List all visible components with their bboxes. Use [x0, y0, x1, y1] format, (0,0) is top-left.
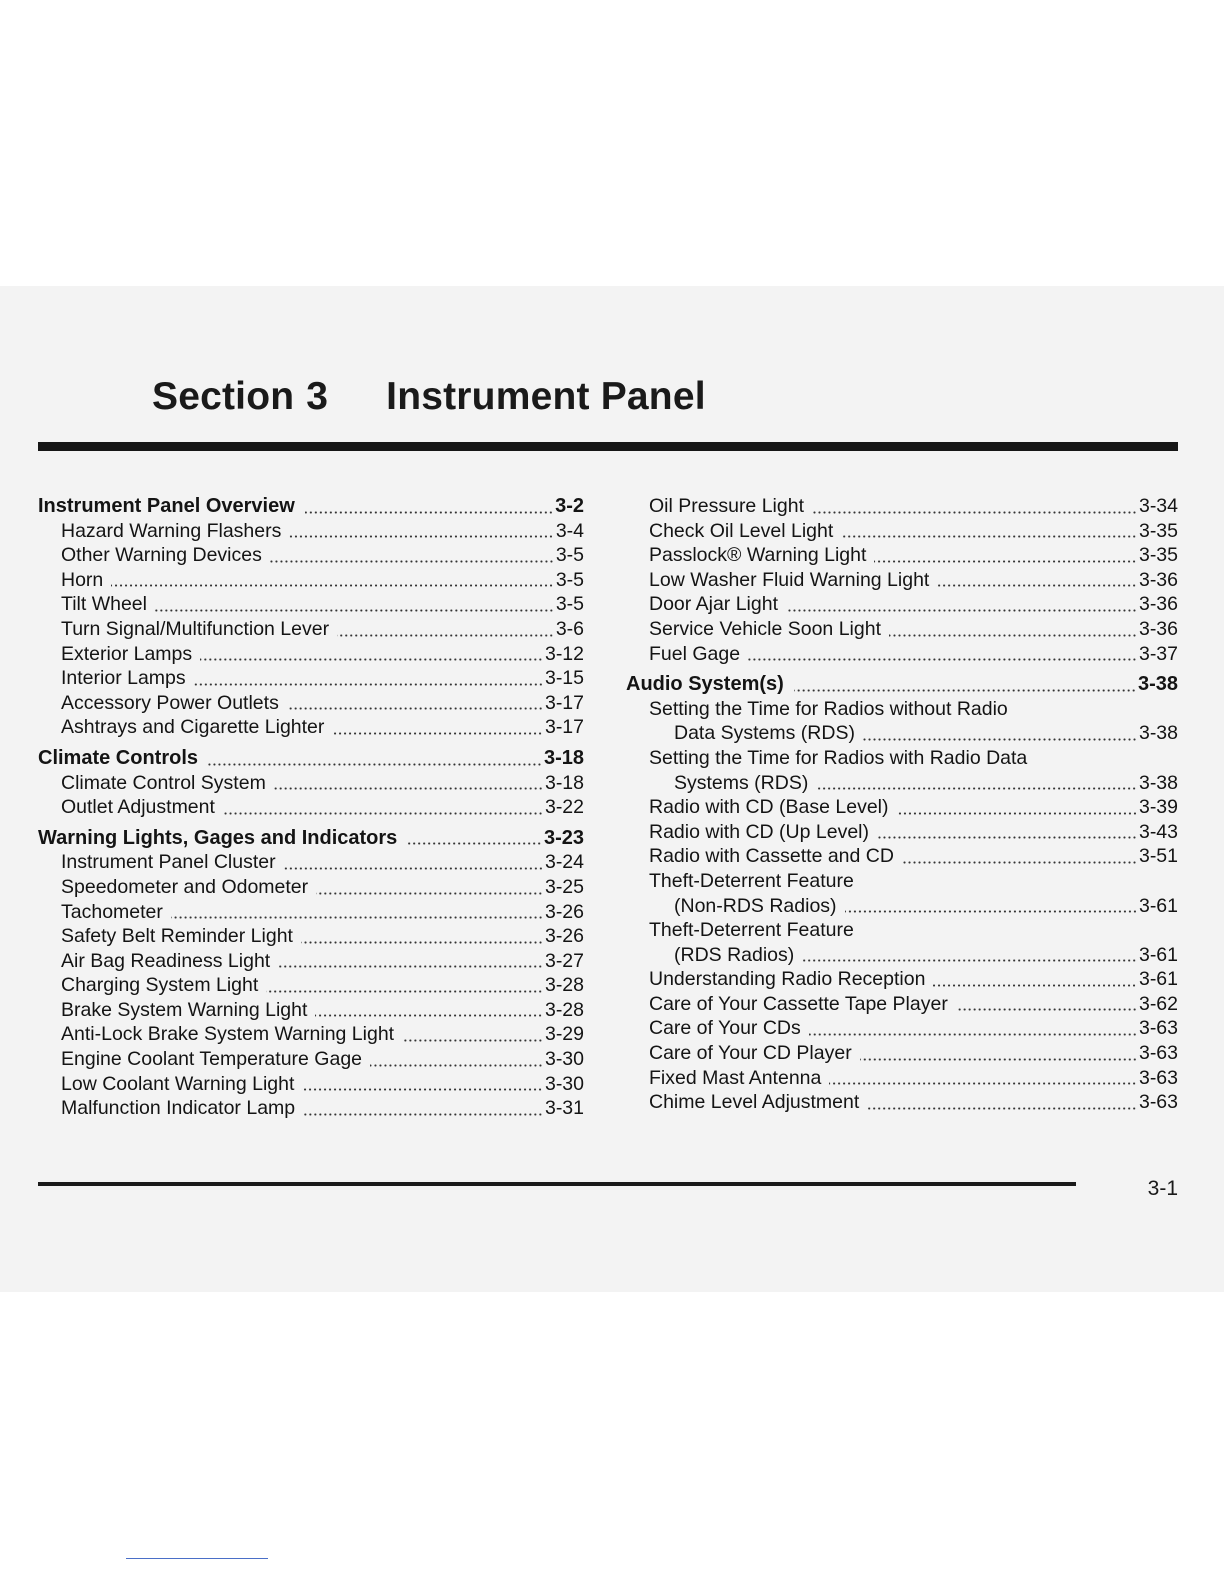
toc-entry-page: 3-25 [544, 875, 584, 898]
toc-entry-page: 3-30 [544, 1048, 584, 1071]
toc-entry-accessory-power-outlets[interactable] [38, 691, 584, 716]
toc-entry-theft-deterrent-feature-line[interactable]: Theft-Deterrent Feature [649, 919, 854, 942]
toc-entry-setting-the-time-for-radios-without-radio-line[interactable]: Setting the Time for Radios without Radio [649, 697, 1008, 720]
toc-entry-page: 3-30 [544, 1072, 584, 1095]
toc-entry-page: 3-51 [1138, 845, 1178, 868]
toc-entry-fuel-gage[interactable] [626, 642, 1178, 667]
dot-leader [315, 1014, 543, 1017]
dot-leader [812, 511, 1137, 514]
toc-entry-page: 3-27 [544, 949, 584, 972]
dot-leader [301, 941, 543, 944]
toc-entry-page: 3-23 [543, 826, 584, 849]
link-underline [126, 1558, 268, 1559]
toc-entry-label: Safety Belt Reminder Light [61, 925, 293, 948]
toc-entry-air-bag-readiness-light[interactable] [38, 949, 584, 974]
toc-entry-label: Care of Your CDs [649, 1017, 801, 1040]
dot-leader [305, 511, 553, 514]
toc-entry-label: Warning Lights, Gages and Indicators [38, 826, 398, 849]
dot-leader [208, 763, 542, 766]
toc-entry-page: 3-35 [1138, 519, 1178, 542]
toc-entry-label: Other Warning Devices [61, 544, 262, 567]
toc-entry-label: Climate Control System [61, 771, 266, 794]
dot-leader [289, 535, 553, 538]
toc-entry-label: Chime Level Adjustment [649, 1091, 860, 1114]
dot-leader [816, 787, 1137, 790]
toc-entry-label: Interior Lamps [61, 667, 186, 690]
toc-entry-page: 3-2 [555, 495, 584, 517]
dot-leader [302, 1088, 543, 1091]
toc-entry-chime-level-adjustment[interactable] [626, 1090, 1178, 1115]
toc-column-right [626, 494, 1178, 1115]
toc-entry-low-coolant-warning-light[interactable] [38, 1072, 584, 1097]
dot-leader [867, 1107, 1137, 1110]
toc-entry-label: Accessory Power Outlets [61, 691, 279, 714]
toc-column-left [38, 494, 584, 1121]
toc-heading-climate-controls[interactable] [38, 746, 584, 771]
toc-entry-care-of-your-cd-player[interactable] [626, 1041, 1178, 1066]
toc-entry-label: Low Washer Fluid Warning Light [649, 568, 930, 591]
toc-entry-ashtrays-and-cigarette-lighter[interactable] [38, 715, 584, 740]
toc-entry-label: Brake System Warning Light [61, 998, 308, 1021]
dot-leader [889, 634, 1137, 637]
dot-leader [937, 584, 1137, 587]
toc-entry-setting-the-time-for-radios-with-radio-data-line[interactable]: Setting the Time for Radios with Radio Data [649, 746, 1028, 769]
toc-entry-rds-radios[interactable] [626, 943, 1178, 968]
toc-entry-exterior-lamps[interactable] [38, 642, 584, 667]
toc-entry-other-warning-devices[interactable] [38, 543, 584, 568]
toc-entry-page: 3-43 [1138, 820, 1178, 843]
toc-entry-fixed-mast-antenna[interactable] [626, 1066, 1178, 1091]
toc-entry-label: Systems (RDS) [674, 771, 809, 794]
toc-entry-label: Check Oil Level Light [649, 519, 834, 542]
toc-entry-charging-system-light[interactable] [38, 973, 584, 998]
toc-heading-audio-system-s[interactable] [626, 672, 1178, 697]
toc-entry-turn-signal-multifunction-lever[interactable] [38, 617, 584, 642]
toc-entry-page: 3-31 [544, 1097, 584, 1120]
toc-entry-passlock-warning-light[interactable] [626, 543, 1178, 568]
section-label: Section [152, 375, 295, 418]
section-name: Instrument Panel [386, 375, 706, 418]
toc-entry-radio-with-cd-base-level[interactable] [626, 795, 1178, 820]
toc-entry-climate-control-system[interactable] [38, 771, 584, 796]
toc-entry-label: Turn Signal/Multifunction Lever [61, 617, 330, 640]
toc-entry-label: Fuel Gage [649, 642, 741, 665]
dot-leader [223, 812, 543, 815]
toc-entry-label: Instrument Panel Overview [38, 495, 295, 517]
toc-entry-page: 3-63 [1138, 1091, 1178, 1114]
dot-leader [829, 1082, 1137, 1085]
toc-entry-page: 3-36 [1138, 617, 1178, 640]
toc-entry-page: 3-63 [1138, 1017, 1178, 1040]
toc-entry-page: 3-18 [544, 771, 584, 794]
toc-entry-oil-pressure-light[interactable] [626, 494, 1178, 519]
toc-entry-label: Exterior Lamps [61, 642, 193, 665]
toc-entry-label: Fixed Mast Antenna [649, 1066, 822, 1089]
toc-entry-brake-system-warning-light[interactable] [38, 998, 584, 1023]
toc-entry-label: (RDS Radios) [674, 943, 795, 966]
toc-entry-care-of-your-cds[interactable] [626, 1016, 1178, 1041]
dot-leader [370, 1064, 543, 1067]
toc-entry-page: 3-63 [1138, 1042, 1178, 1065]
toc-entry-page: 3-61 [1138, 943, 1178, 966]
section-title [152, 374, 706, 420]
toc-entry-anti-lock-brake-system-warning-light[interactable] [38, 1022, 584, 1047]
toc-entry-page: 3-4 [555, 519, 584, 542]
toc-heading-warning-lights-gages-and-indicators[interactable] [38, 826, 584, 851]
toc-entry-page: 3-34 [1138, 495, 1178, 517]
toc-entry-page: 3-29 [544, 1023, 584, 1046]
dot-leader [809, 1033, 1137, 1036]
dot-leader [407, 842, 542, 845]
dot-leader [155, 609, 554, 612]
dot-leader [266, 990, 543, 993]
dot-leader [303, 1113, 543, 1116]
toc-entry-engine-coolant-temperature-gage[interactable] [38, 1047, 584, 1072]
toc-entry-service-vehicle-soon-light[interactable] [626, 617, 1178, 642]
toc-entry-label: Anti-Lock Brake System Warning Light [61, 1023, 395, 1046]
toc-entry-understanding-radio-reception[interactable] [626, 967, 1178, 992]
toc-entry-page: 3-26 [544, 900, 584, 923]
dot-leader [877, 836, 1137, 839]
dot-leader [332, 732, 543, 735]
toc-entry-label: Tachometer [61, 900, 163, 923]
toc-entry-care-of-your-cassette-tape-player[interactable] [626, 992, 1178, 1017]
toc-entry-page: 3-38 [1137, 673, 1178, 696]
toc-entry-page: 3-61 [1138, 968, 1178, 991]
toc-entry-page: 3-36 [1138, 568, 1178, 591]
dot-leader [902, 861, 1137, 864]
footer-rule [38, 1182, 1076, 1186]
toc-entry-page: 3-37 [1138, 642, 1178, 665]
toc-heading-instrument-panel-overview[interactable] [38, 494, 584, 519]
toc-entry-page: 3-12 [544, 642, 584, 665]
toc-entry-page: 3-5 [555, 593, 584, 616]
toc-entry-label: Low Coolant Warning Light [61, 1072, 295, 1095]
dot-leader [200, 658, 543, 661]
toc-entry-label: Speedometer and Odometer [61, 875, 309, 898]
toc-entry-non-rds-radios[interactable] [626, 894, 1178, 919]
toc-entry-label: Care of Your CD Player [649, 1042, 852, 1065]
dot-leader [194, 683, 543, 686]
toc-entry-label: Hazard Warning Flashers [61, 519, 282, 542]
dot-leader [278, 965, 543, 968]
toc-entry-page: 3-17 [544, 691, 584, 714]
toc-entry-speedometer-and-odometer[interactable] [38, 875, 584, 900]
toc-entry-label: Outlet Adjustment [61, 796, 215, 819]
toc-entry-page: 3-17 [544, 716, 584, 739]
toc-entry-page: 3-35 [1138, 544, 1178, 567]
header-rule [38, 442, 1178, 451]
toc-entry-page: 3-15 [544, 667, 584, 690]
toc-entry-label: Understanding Radio Reception [649, 968, 926, 991]
toc-entry-instrument-panel-cluster[interactable] [38, 850, 584, 875]
toc-entry-check-oil-level-light[interactable] [626, 519, 1178, 544]
dot-leader [337, 634, 554, 637]
toc-entry-page: 3-36 [1138, 593, 1178, 616]
dot-leader [956, 1008, 1137, 1011]
toc-entry-hazard-warning-flashers[interactable] [38, 519, 584, 544]
dot-leader [874, 560, 1137, 563]
toc-entry-label: Radio with CD (Base Level) [649, 796, 889, 819]
dot-leader [897, 812, 1137, 815]
toc-entry-page: 3-39 [1138, 796, 1178, 819]
toc-entry-label: Charging System Light [61, 974, 259, 997]
dot-leader [284, 867, 543, 870]
dot-leader [748, 658, 1137, 661]
toc-entry-label: Data Systems (RDS) [674, 722, 855, 745]
toc-entry-label: Ashtrays and Cigarette Lighter [61, 716, 325, 739]
toc-entry-label: Engine Coolant Temperature Gage [61, 1048, 363, 1071]
section-number: 3 [306, 375, 329, 418]
toc-entry-label: Audio System(s) [626, 673, 784, 696]
dot-leader [933, 984, 1137, 987]
dot-leader [111, 584, 554, 587]
toc-entry-page: 3-63 [1138, 1066, 1178, 1089]
toc-entry-radio-with-cd-up-level[interactable] [626, 820, 1178, 845]
toc-entry-page: 3-18 [543, 746, 584, 769]
toc-entry-page: 3-5 [555, 568, 584, 591]
toc-entry-tachometer[interactable] [38, 900, 584, 925]
toc-entry-page: 3-6 [555, 617, 584, 640]
toc-entry-page: 3-5 [555, 544, 584, 567]
toc-entry-radio-with-cassette-and-cd[interactable] [626, 844, 1178, 869]
toc-entry-page: 3-22 [544, 796, 584, 819]
toc-entry-label: Malfunction Indicator Lamp [61, 1097, 296, 1120]
toc-entry-label: Air Bag Readiness Light [61, 949, 271, 972]
toc-entry-label: Instrument Panel Cluster [61, 851, 276, 874]
dot-leader [402, 1039, 543, 1042]
toc-entry-theft-deterrent-feature-line[interactable]: Theft-Deterrent Feature [649, 869, 854, 892]
dot-leader [270, 560, 554, 563]
dot-leader [794, 689, 1136, 692]
dot-leader [786, 609, 1137, 612]
toc-entry-label: Oil Pressure Light [649, 495, 804, 517]
dot-leader [274, 787, 543, 790]
toc-entry-label: Radio with Cassette and CD [649, 845, 894, 868]
toc-entry-data-systems-rds[interactable] [626, 721, 1178, 746]
dot-leader [860, 1058, 1137, 1061]
toc-entry-label: Radio with CD (Up Level) [649, 820, 869, 843]
toc-entry-outlet-adjustment[interactable] [38, 795, 584, 820]
toc-entry-page: 3-38 [1138, 771, 1178, 794]
toc-entry-malfunction-indicator-lamp[interactable] [38, 1096, 584, 1121]
toc-entry-interior-lamps[interactable] [38, 666, 584, 691]
dot-leader [863, 738, 1137, 741]
toc-entry-page: 3-38 [1138, 722, 1178, 745]
dot-leader [841, 535, 1137, 538]
dot-leader [845, 910, 1137, 913]
toc-entry-tilt-wheel[interactable] [38, 592, 584, 617]
toc-entry-safety-belt-reminder-light[interactable] [38, 924, 584, 949]
toc-entry-page: 3-61 [1138, 894, 1178, 917]
toc-entry-low-washer-fluid-warning-light[interactable] [626, 568, 1178, 593]
toc-entry-label: (Non-RDS Radios) [674, 894, 837, 917]
toc-entry-label: Care of Your Cassette Tape Player [649, 992, 948, 1015]
toc-entry-page: 3-28 [544, 998, 584, 1021]
dot-leader [802, 959, 1137, 962]
toc-entry-label: Horn [61, 568, 104, 591]
toc-entry-label: Tilt Wheel [61, 593, 147, 616]
toc-entry-page: 3-28 [544, 974, 584, 997]
dot-leader [316, 892, 543, 895]
toc-entry-label: Service Vehicle Soon Light [649, 617, 881, 640]
toc-entry-label: Climate Controls [38, 746, 199, 769]
toc-entry-page: 3-62 [1138, 992, 1178, 1015]
toc-entry-page: 3-26 [544, 925, 584, 948]
toc-entry-label: Passlock® Warning Light [649, 544, 867, 567]
toc-entry-horn[interactable] [38, 568, 584, 593]
toc-entry-label: Door Ajar Light [649, 593, 778, 616]
toc-entry-page: 3-24 [544, 851, 584, 874]
dot-leader [287, 707, 543, 710]
toc-entry-door-ajar-light[interactable] [626, 592, 1178, 617]
toc-entry-systems-rds[interactable] [626, 771, 1178, 796]
page-number: 3-1 [1147, 1177, 1178, 1200]
dot-leader [171, 916, 543, 919]
